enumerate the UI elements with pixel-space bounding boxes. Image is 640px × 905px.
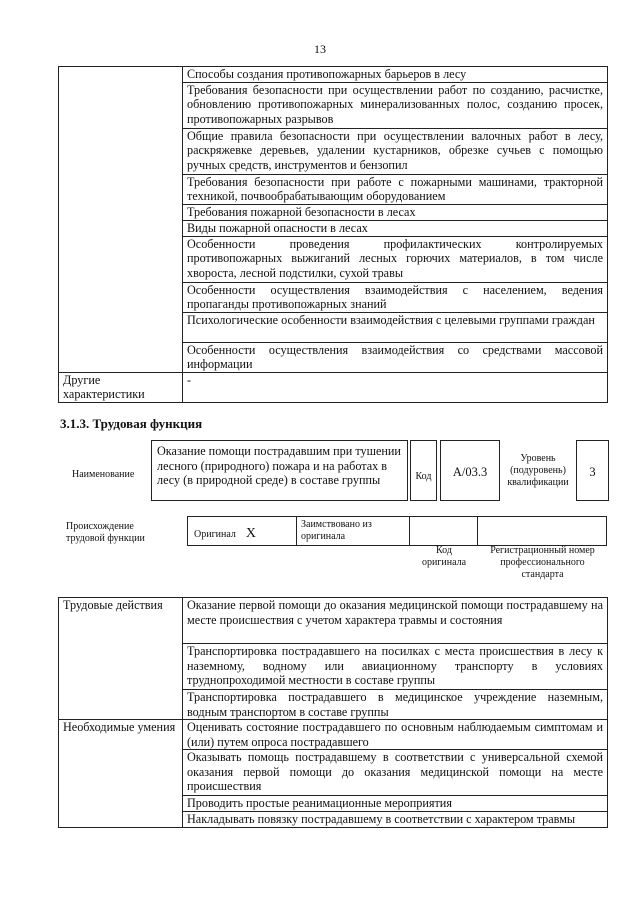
level-value: 3 <box>589 465 596 479</box>
table-row: Транспортировка пострадавшего в медицинское учреждение наземным, водным транспортом в составе группы <box>183 690 608 720</box>
table-row: Накладывать повязку пострадавшему в соответствии с характером травмы <box>183 812 608 828</box>
table-row: Оказание первой помощи до оказания медицинской помощи пострадавшему на месте происшествия с учетом характера травмы и состояния <box>183 598 608 644</box>
knowledge-table <box>58 66 608 403</box>
page-number: 13 <box>314 42 326 56</box>
function-name-box <box>151 440 408 501</box>
table-row: Требования пожарной безопасности в лесах <box>183 204 608 220</box>
table-row: Требования безопасности при осуществлении работ по созданию, расчистке, обновлению противопожарных минерализованных полос, созданию просек, противопожарных разрывов <box>183 82 608 128</box>
borrowed-box <box>296 516 410 546</box>
level-value-box <box>576 440 609 501</box>
labor-actions-label: Трудовые действия <box>59 598 183 720</box>
borrowed-label: Заимствовано из оригинала <box>301 519 372 542</box>
original-mark: X <box>245 526 257 541</box>
code-value-box <box>440 440 500 501</box>
name-label: Наименование <box>72 469 135 480</box>
table-row: Способы создания противопожарных барьеров в лесу <box>183 67 608 83</box>
origin-label: Происхождение трудовой функции <box>66 521 145 544</box>
table-row: Особенности осуществления взаимодействия с населением, ведения пропаганды противопожарных знаний <box>183 282 608 312</box>
registration-number-caption: Регистрационный номер профессионального стандарта <box>490 545 595 580</box>
code-value: A/03.3 <box>452 465 488 479</box>
table-row: Транспортировка пострадавшего на посилках с места происшествия в лесу к наземному, водному или авиационному транспорту в условиях труднопроходимой местности в составе группы <box>183 644 608 690</box>
table-row: Виды пожарной опасности в лесах <box>183 220 608 236</box>
table-row: Особенности осуществления взаимодействия со средствами массовой информации <box>183 342 608 372</box>
function-name-value: Оказание помощи пострадавшим при тушении лесного (природного) пожара и на работах в лесу (в природной среде) в составе группы <box>157 444 401 487</box>
table-row: Оказывать помощь пострадавшему в соответствии с универсальной схемой оказания первой помощи до оказания медицинской помощи на месте происшествия <box>183 750 608 796</box>
other-characteristics-label: Другие характеристики <box>59 372 183 402</box>
table-row: Особенности проведения профилактических контролируемых противопожарных выжиганий лесных горючих материалов, в том числе хвороста, лесной подстилки, сухой травы <box>183 236 608 282</box>
original-label: Оригинал <box>194 529 236 540</box>
empty-label-cell <box>59 67 183 373</box>
table-row: Проводить простые реанимационные мероприятия <box>183 796 608 812</box>
code-label-box <box>410 440 437 501</box>
code-label: Код <box>415 471 432 482</box>
original-box <box>187 516 297 546</box>
origin-code-box <box>409 516 478 546</box>
table-row: Оценивать состояние пострадавшего по основным наблюдаемым симптомам и (или) путем опроса пострадавшего <box>183 720 608 750</box>
table-row: Общие правила безопасности при осуществлении валочных работ в лесу, раскряжевке деревьев, удалении кустарников, обрезке сучьев с помощью ручных средств, инструментов и бензопил <box>183 128 608 174</box>
table-row: Требования безопасности при работе с пожарными машинами, тракторной техникой, почвообрабатывающим оборудованием <box>183 174 608 204</box>
table-row: Психологические особенности взаимодействия с целевыми группами граждан <box>183 312 608 342</box>
level-label: Уровень (подуровень) квалификации <box>507 453 569 488</box>
registration-number-box <box>477 516 607 546</box>
origin-code-caption: Код оригинала <box>421 545 467 568</box>
other-characteristics-value: - <box>183 372 608 402</box>
section-title: 3.1.3. Трудовая функция <box>60 416 203 431</box>
skills-label: Необходимые умения <box>59 720 183 828</box>
labor-actions-table <box>58 597 608 828</box>
